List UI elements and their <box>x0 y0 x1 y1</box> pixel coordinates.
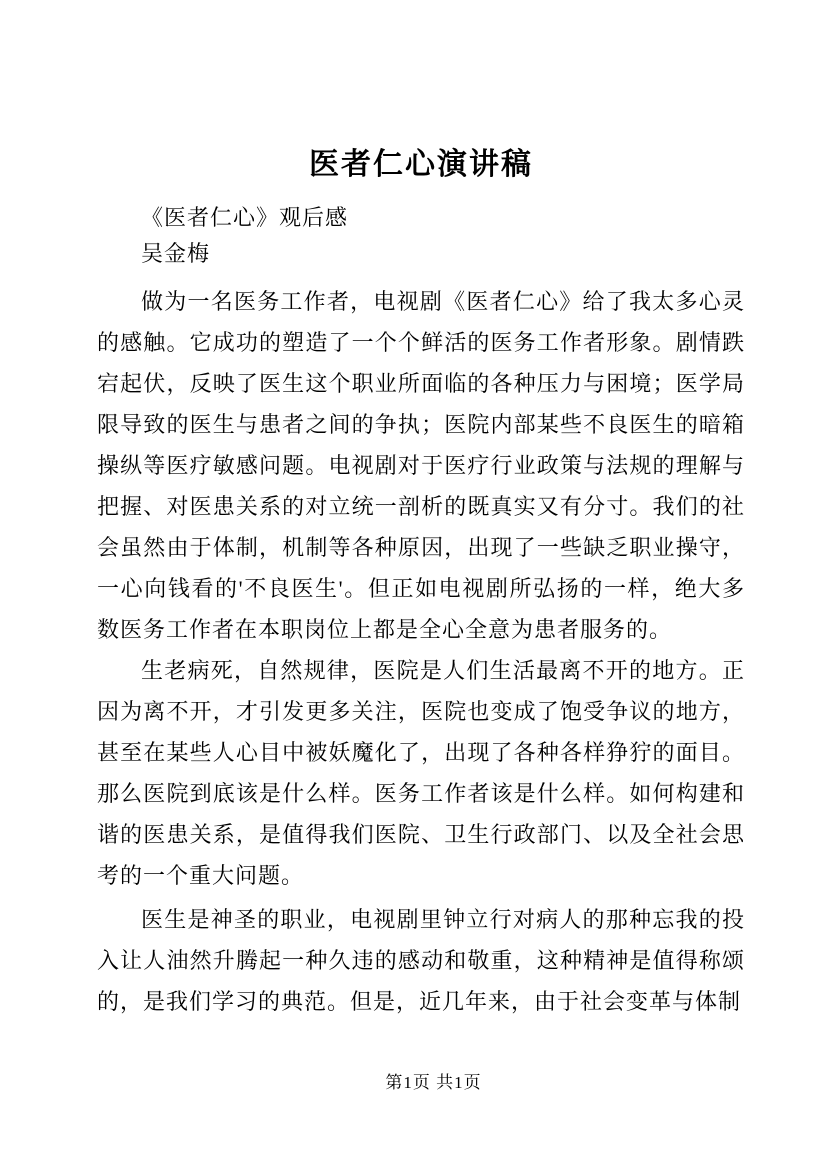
document-title: 医者仁心演讲稿 <box>309 148 533 181</box>
page-number: 第1页 共1页 <box>385 1073 482 1092</box>
paragraph-block <box>97 281 745 1022</box>
paragraph: 医生是神圣的职业，电视剧里钟立行对病人的那种忘我的投入让人油然升腾起一种久违的感动和敬重，这种精神是值得称颂的，是我们学习的典范。但是，近几年来，由于社会变革与体制 <box>97 907 745 1014</box>
subtitle-line: 《医者仁心》观后感 <box>141 205 349 230</box>
paragraph: 生老病死，自然规律，医院是人们生活最离不开的地方。正因为离不开，才引发更多关注，医院也变成了饱受争议的地方，甚至在某些人心目中被妖魔化了，出现了各种各样狰狞的面目。那么医院到底该是什么样。医务工作者该是什么样。如何构建和谐的医患关系，是值得我们医院、卫生行政部门、以及全社会思考的一个重大问题。 <box>97 658 745 888</box>
author-line: 吴金梅 <box>141 241 211 266</box>
document-content <box>97 146 745 1022</box>
paragraph: 做为一名医务工作者，电视剧《医者仁心》给了我太多心灵的感触。它成功的塑造了一个个鲜活的医务工作者形象。剧情跌宕起伏，反映了医生这个职业所面临的各种压力与困境；医学局限导致的医生与患者之间的争执；医院内部某些不良医生的暗箱操纵等医疗敏感问题。电视剧对于医疗行业政策与法规的理解与把握、对医患关系的对立统一剖析的既真实又有分寸。我们的社会虽然由于体制，机制等各种原因，出现了一些缺乏职业操守，一心向钱看的'不良医生'。但正如电视剧所弘扬的一样，绝大多数医务工作者在本职岗位上都是全心全意为患者服务的。 <box>97 289 745 642</box>
